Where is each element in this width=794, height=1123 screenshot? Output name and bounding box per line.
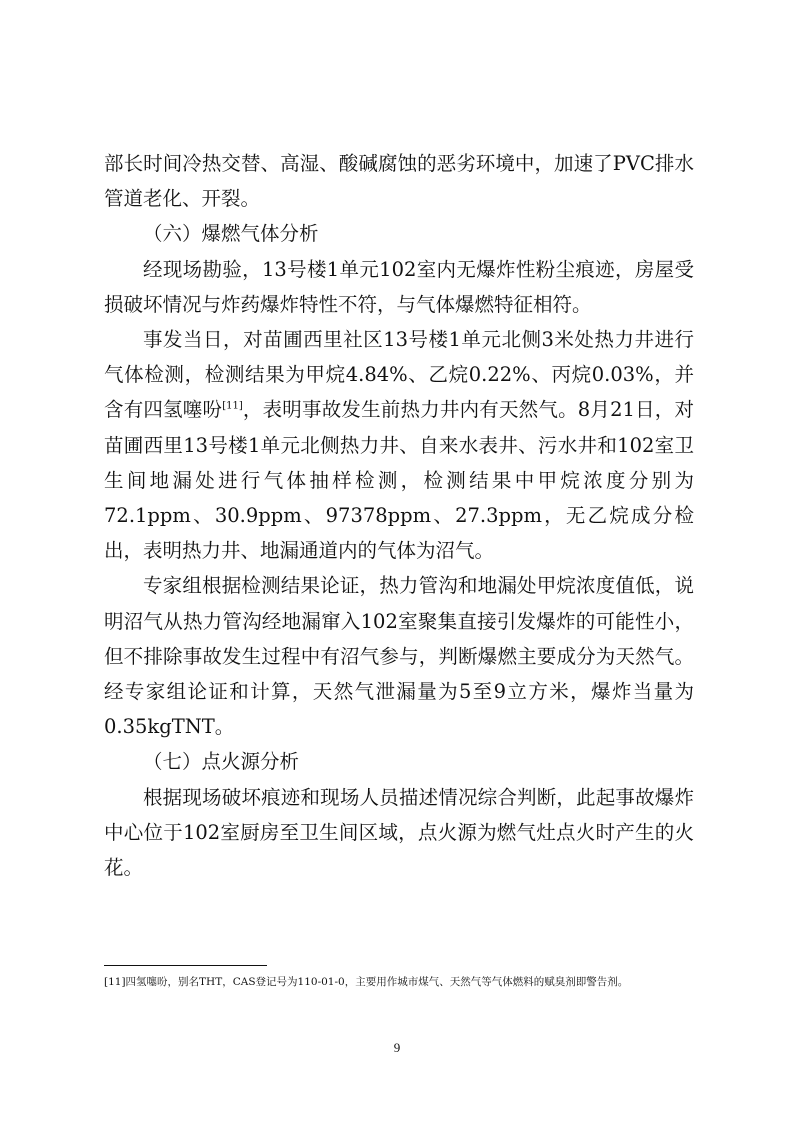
page-number: 9 (393, 1040, 401, 1055)
body-text (104, 146, 694, 885)
paragraph-gas-detection (104, 322, 694, 568)
gas-detection-text-a: 事发当日，对苗圃西里社区13号楼1单元北侧3米处热力井进行气体检测，检测结果为甲烷4.84%、乙烷0.22%、丙烷0.03%，并含有四氢噻吩 (104, 328, 694, 422)
gas-detection-text-b: ，表明事故发生前热力井内有天然气。8月21日，对苗圃西里13号楼1单元北侧热力井、自来水表井、污水井和102室卫生间地漏处进行气体抽样检测，检测结果中甲烷浓度分别为72.1ppm、30.9ppm、97378ppm、27.3ppm，无乙烷成分检出，表明热力井、地漏通道内的气体为沼气。 (104, 398, 694, 563)
footnote-reference[interactable]: [11] (222, 400, 243, 412)
paragraph-expert-analysis: 专家组根据检测结果论证，热力管沟和地漏处甲烷浓度值低，说明沼气从热力管沟经地漏窜入102室聚集直接引发爆炸的可能性小，但不排除事故发生过程中有沼气参与，判断爆燃主要成分为天然气。经专家组论证和计算，天然气泄漏量为5至9立方米，爆炸当量为0.35kgTNT。 (104, 574, 694, 739)
footnote-divider (104, 965, 267, 966)
paragraph-ignition-source: 根据现场破坏痕迹和现场人员描述情况综合判断，此起事故爆炸中心位于102室厨房至卫生间区域，点火源为燃气灶点火时产生的火花。 (104, 785, 694, 880)
section-heading-6: （六）爆燃气体分析 (143, 222, 319, 246)
paragraph-site-survey: 经现场勘验，13号楼1单元102室内无爆炸性粉尘痕迹，房屋受损破坏情况与炸药爆炸特性不符，与气体爆燃特征相符。 (104, 257, 694, 316)
section-heading-7: （七）点火源分析 (143, 750, 300, 774)
paragraph-continued: 部长时间冷热交替、高湿、酸碱腐蚀的恶劣环境中，加速了PVC排水管道老化、开裂。 (104, 152, 694, 211)
footnote-text: [11]四氢噻吩，别名THT，CAS登记号为110-01-0，主要用作城市煤气、天然气等气体燃料的赋臭剂即警告剂。 (104, 976, 629, 988)
